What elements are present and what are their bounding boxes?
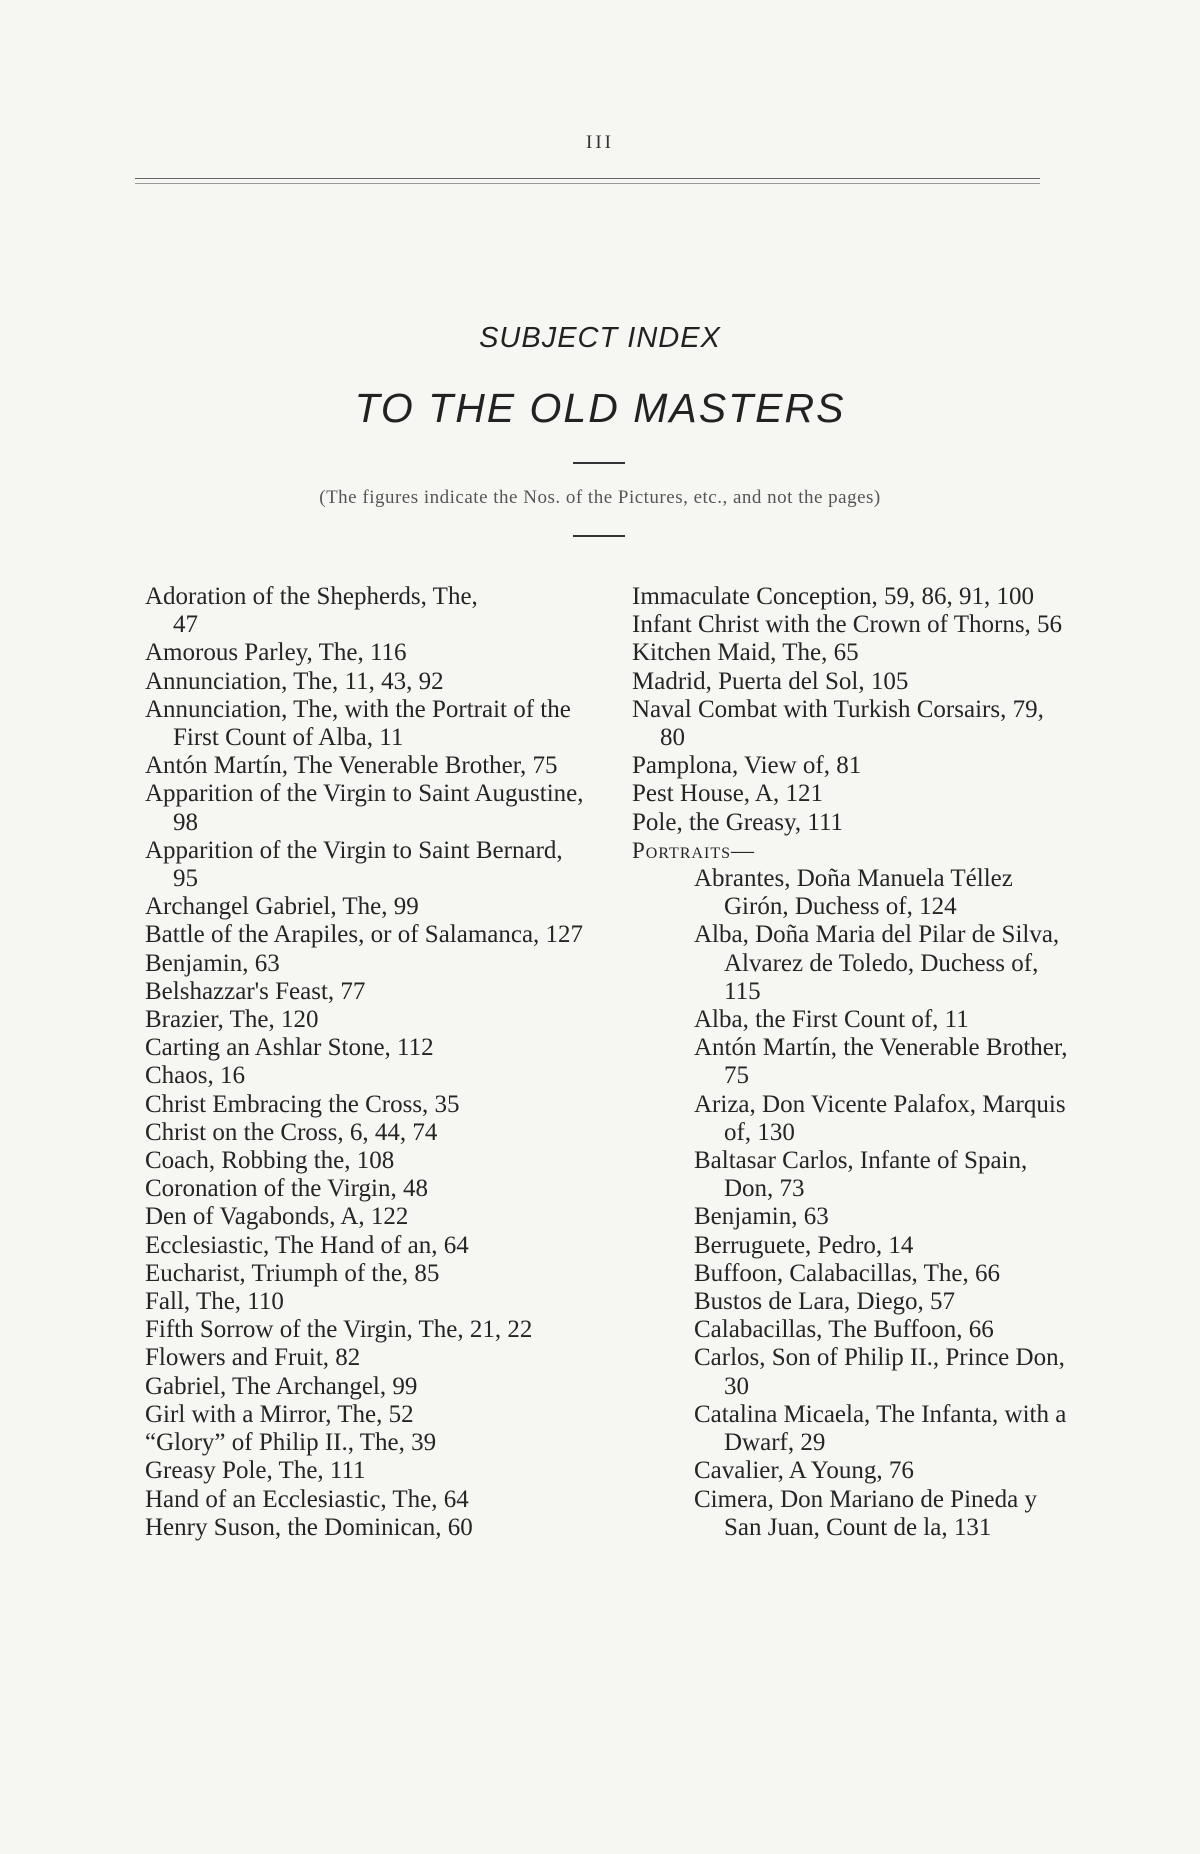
index-entry: Den of Vagabonds, A, 122 <box>145 1203 409 1231</box>
ornament-rule-top <box>573 462 625 464</box>
index-entry: Apparition of the Virgin to Saint Bernard, 95 <box>145 836 563 893</box>
portrait-entry: Ariza, Don Vicente Palafox, Marquis of, 130 <box>694 1090 1066 1146</box>
portrait-entry: Cavalier, A Young, 76 <box>694 1457 914 1485</box>
index-entry: Henry Suson, the Dominican, 60 <box>145 1513 473 1541</box>
portrait-entry: Cimera, Don Mariano de Pineda y San Juan, Count de la, 131 <box>694 1485 1037 1541</box>
left-index-column <box>145 583 585 1542</box>
portrait-entry: Carlos, Son of Philip II., Prince Don, 30 <box>694 1344 1065 1400</box>
index-entry: Flowers and Fruit, 82 <box>145 1344 361 1372</box>
portrait-entry: Abrantes, Doña Manuela Téllez Girón, Duchess of, 124 <box>694 865 1013 921</box>
index-entry: Annunciation, The, with the Portrait of the First Count of Alba, 11 <box>145 695 571 752</box>
index-entry: Coach, Robbing the, 108 <box>145 1147 395 1175</box>
portrait-entry: Berruguete, Pedro, 14 <box>694 1231 914 1259</box>
index-entry: Christ Embracing the Cross, 35 <box>145 1090 460 1118</box>
index-entry: Fifth Sorrow of the Virgin, The, 21, 22 <box>145 1316 533 1344</box>
index-entry: Coronation of the Virgin, 48 <box>145 1175 428 1203</box>
portrait-entry: Buffoon, Calabacillas, The, 66 <box>694 1259 1000 1287</box>
index-entry: Fall, The, 110 <box>145 1288 284 1316</box>
index-entry: Antón Martín, The Venerable Brother, 75 <box>145 752 558 780</box>
index-entry: Pamplona, View of, 81 <box>632 752 862 780</box>
index-subtitle: TO THE OLD MASTERS <box>354 385 846 431</box>
header-rule <box>135 178 1040 179</box>
index-entry: “Glory” of Philip II., The, 39 <box>145 1429 437 1457</box>
index-entry: Girl with a Mirror, The, 52 <box>145 1400 414 1428</box>
index-entry: Apparition of the Virgin to Saint Augustine, 98 <box>145 780 584 836</box>
index-entry: Annunciation, The, 11, 43, 92 <box>145 667 444 695</box>
index-entry: Chaos, 16 <box>145 1062 245 1090</box>
index-entry: Archangel Gabriel, The, 99 <box>145 893 419 921</box>
index-entry: Benjamin, 63 <box>145 949 280 977</box>
header-rule-thin <box>135 183 1040 184</box>
index-entry: Battle of the Arapiles, or of Salamanca, 127 <box>145 921 584 949</box>
portrait-entry: Bustos de Lara, Diego, 57 <box>694 1288 956 1316</box>
index-title: SUBJECT INDEX <box>479 322 721 354</box>
index-entry: Eucharist, Triumph of the, 85 <box>145 1259 440 1287</box>
index-entry: Ecclesiastic, The Hand of an, 64 <box>145 1231 469 1259</box>
index-entry: 47 <box>173 611 198 639</box>
portrait-entry: Benjamin, 63 <box>694 1203 829 1231</box>
index-entry: Greasy Pole, The, 111 <box>145 1457 366 1485</box>
portrait-entry: Baltasar Carlos, Infante of Spain, Don, 73 <box>694 1147 1028 1203</box>
index-entry: Immaculate Conception, 59, 86, 91, 100 <box>632 583 1035 610</box>
index-entry: Amorous Parley, The, 116 <box>145 639 407 667</box>
index-entry: Pest House, A, 121 <box>632 780 823 808</box>
portrait-entry: Alba, Doña Maria del Pilar de Silva, Alvarez de Toledo, Duchess of, 115 <box>694 921 1060 1005</box>
figures-note: (The figures indicate the Nos. of the Pictures, etc., and not the pages) <box>319 487 881 508</box>
index-entry: Carting an Ashlar Stone, 112 <box>145 1034 434 1062</box>
index-entry: Pole, the Greasy, 111 <box>632 808 844 836</box>
page-number: III <box>586 132 614 153</box>
index-entry: Madrid, Puerta del Sol, 105 <box>632 667 909 695</box>
index-entry: Brazier, The, 120 <box>145 1006 319 1034</box>
index-entry: Adoration of the Shepherds, The, <box>145 583 478 610</box>
index-entry: Kitchen Maid, The, 65 <box>632 639 859 667</box>
portrait-entry: Antón Martín, the Venerable Brother, 75 <box>694 1034 1068 1090</box>
index-entry: Infant Christ with the Crown of Thorns, 56 <box>632 611 1063 639</box>
index-entry: Gabriel, The Archangel, 99 <box>145 1372 418 1400</box>
right-index-column <box>632 583 1072 1542</box>
portrait-entry: Alba, the First Count of, 11 <box>694 1006 969 1034</box>
index-entry: Hand of an Ecclesiastic, The, 64 <box>145 1485 469 1513</box>
portrait-entry: Calabacillas, The Buffoon, 66 <box>694 1316 994 1344</box>
index-entry: Christ on the Cross, 6, 44, 74 <box>145 1118 438 1146</box>
portraits-heading: Portraits— <box>632 837 756 863</box>
portrait-entry: Catalina Micaela, The Infanta, with a Dwarf, 29 <box>694 1400 1067 1457</box>
index-entry: Naval Combat with Turkish Corsairs, 79, 80 <box>632 695 1044 752</box>
ornament-rule-bottom <box>573 535 625 537</box>
index-entry: Belshazzar's Feast, 77 <box>145 977 366 1005</box>
